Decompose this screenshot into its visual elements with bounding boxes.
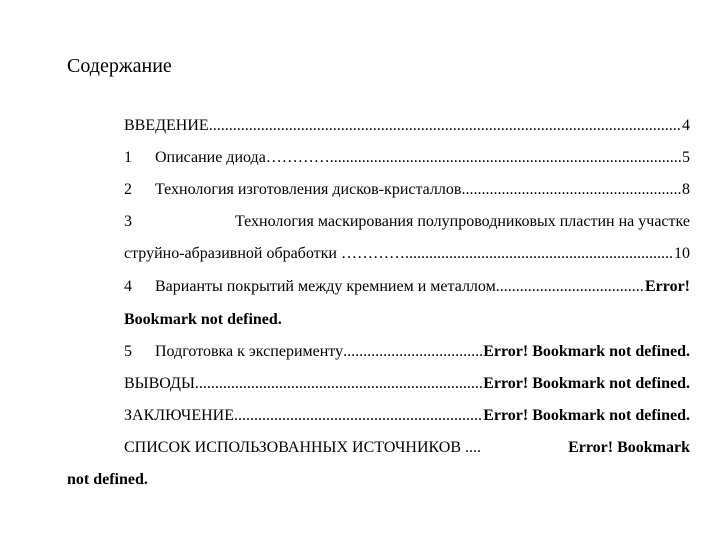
toc-entry-3[interactable] [124,212,690,232]
toc-entry-label: Подготовка к эксперименту [155,343,344,360]
toc-entry-error: Error! Bookmark not defined. [483,343,690,360]
toc-leader-dots [209,116,682,136]
toc-leader-dots [234,406,483,426]
toc-entry-references[interactable] [124,438,690,458]
toc-entry-page: 4 [682,117,690,134]
toc-entry-number: 4 [124,278,132,295]
toc-entry-label: СПИСОК ИСПОЛЬЗОВАННЫХ ИСТОЧНИКОВ .... [124,439,482,456]
toc-entry-number: 5 [124,343,132,360]
toc-entry-error: not defined. [67,471,148,488]
toc-entry-final[interactable] [124,406,690,426]
toc-leader-dots [338,148,682,168]
toc-leader-dots [413,244,674,264]
toc-entry-label: струйно-абразивной обработки ………….. [124,245,413,262]
toc-entry-page: 10 [674,245,690,262]
toc-entry-label: Варианты покрытий между кремнием и металлом [155,278,496,295]
toc-entry-number: 3 [124,213,132,230]
toc-entry-label: Технология маскирования полупроводниковых пластин на участке [234,213,690,230]
toc-leader-dots [343,342,483,362]
toc-entry-label: Описание диода………….. [155,149,338,166]
toc-entry-error: Error! Bookmark not defined. [483,407,690,424]
toc-entry-4-continued[interactable] [124,310,690,330]
toc-entry-5[interactable] [124,342,690,362]
toc-entry-introduction[interactable] [124,116,690,136]
toc-entry-label: Технология изготовления дисков-кристаллов [155,181,462,198]
toc-entry-error: Error! Bookmark not defined. [483,375,690,392]
toc-entry-label: ВЫВОДЫ [124,375,195,392]
toc-entry-error: Error! [644,278,690,295]
toc-leader-dots [496,277,645,297]
toc-entry-label: ЗАКЛЮЧЕНИЕ [124,407,234,424]
toc-entry-number: 1 [124,149,132,166]
toc-entry-conclusions[interactable] [124,374,690,394]
toc-entry-error: Bookmark not defined. [124,311,282,328]
toc-entry-page: 5 [682,149,690,166]
toc-entry-3-continued[interactable] [124,244,690,264]
toc-entry-error: Error! Bookmark [568,439,690,456]
toc-leader-dots [195,374,483,394]
toc-entry-1[interactable] [124,148,690,168]
toc-entry-page: 8 [682,181,690,198]
toc-title: Содержание [67,55,172,77]
toc-entry-4[interactable] [124,277,690,297]
toc-entry-label: ВВЕДЕНИЕ [124,117,209,134]
toc-leader-dots [461,180,682,200]
toc-entry-number: 2 [124,181,132,198]
toc-entry-2[interactable] [124,180,690,200]
toc-entry-references-continued[interactable] [67,470,690,490]
